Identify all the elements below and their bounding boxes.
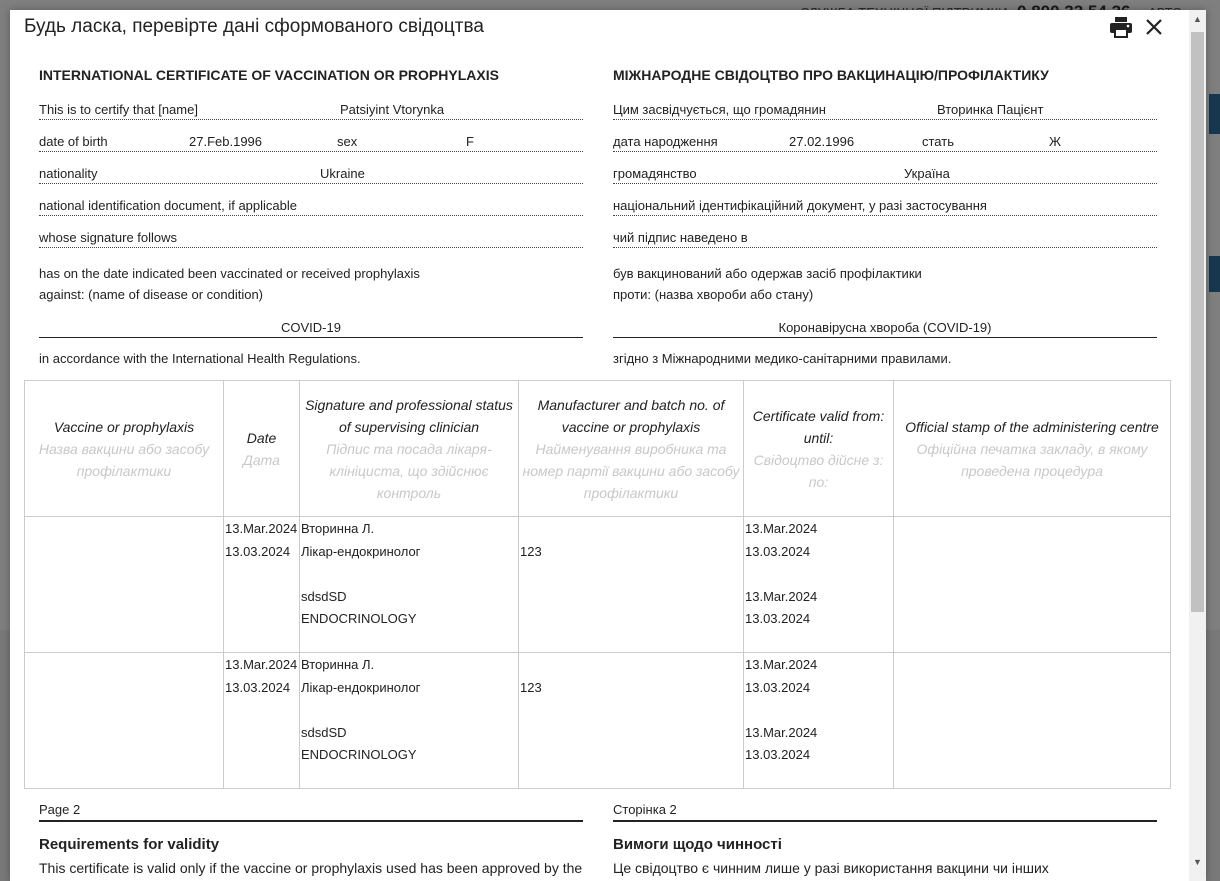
table-row: [25, 517, 1171, 653]
modal-header: [10, 10, 1206, 46]
date-en: 13.Mar.2024: [225, 521, 298, 536]
header-manufacturer-en: Manufacturer and batch no. of vaccine or prophylaxis: [537, 396, 725, 435]
header-validity-until-en: until:: [803, 429, 834, 446]
page-line-uk: [613, 794, 1157, 822]
modal-scrollbar[interactable]: [1189, 10, 1206, 881]
header-clinician-en: Signature and professional status of supervising clinician: [305, 396, 513, 435]
sex-value-uk: Ж: [1049, 134, 1062, 149]
nationality-line-uk: [613, 158, 1157, 184]
cell-stamp: [894, 653, 1171, 789]
vaccinated-text-en-2: against: (name of disease or condition): [39, 287, 264, 302]
scroll-thumb[interactable]: [1191, 32, 1204, 612]
valid-from-en: 13.Mar.2024: [745, 657, 818, 672]
id-doc-line-uk: [613, 190, 1157, 216]
header-clinician: [300, 381, 519, 517]
vaccinated-text-en-1: has on the date indicated been vaccinated or received prophylaxis: [39, 266, 420, 281]
clinician-position-en: ENDOCRINOLOGY: [301, 747, 417, 762]
header-validity-from-en: Certificate valid from:: [752, 407, 885, 424]
scroll-up-arrow-icon[interactable]: ▲: [1193, 14, 1202, 24]
cell-clinician: [300, 653, 519, 789]
date-uk: 13.03.2024: [225, 679, 291, 695]
batch-number: 123: [520, 679, 542, 695]
cell-vaccine: [25, 517, 224, 653]
clinician-name-en: sdsdSD: [301, 588, 347, 604]
dob-line-uk: [613, 126, 1157, 152]
sex-label-en: sex: [337, 134, 360, 149]
table-row: [25, 653, 1171, 789]
cell-validity: [744, 517, 894, 653]
id-doc-label-en: national identification document, if applicable: [39, 198, 300, 213]
name-value-uk: Вторинка Пацієнт: [937, 102, 1044, 117]
printer-icon: [1108, 15, 1134, 39]
requirements-text-uk: Це свідоцтво є чинним лише у разі використання вакцини чи інших: [613, 860, 1049, 876]
header-stamp-uk: Офіційна печатка закладу, в якому проведена процедура: [916, 440, 1148, 479]
clinician-name: Вторинна Л.: [301, 521, 375, 536]
disease-line-en: [39, 312, 583, 338]
header-date-uk: Дата: [243, 451, 280, 468]
regulations-text-en: in accordance with the International Health Regulations.: [39, 351, 361, 366]
date-uk: 13.03.2024: [225, 543, 291, 559]
nationality-label-uk: громадянство: [613, 166, 700, 181]
valid-until-en: 13.Mar.2024: [745, 588, 818, 604]
cell-date: [224, 517, 300, 653]
signature-line-uk: [613, 222, 1157, 248]
modal-content[interactable]: [10, 46, 1189, 881]
batch-number: 123: [520, 543, 542, 559]
date-en: 13.Mar.2024: [225, 657, 298, 672]
valid-from-uk: 13.03.2024: [745, 679, 811, 695]
clinician-position: Лікар-ендокринолог: [301, 679, 421, 695]
requirements-title-uk: Вимоги щодо чинності: [613, 836, 782, 853]
dob-label-en: date of birth: [39, 134, 111, 149]
valid-from-uk: 13.03.2024: [745, 543, 811, 559]
signature-line-en: [39, 222, 583, 248]
header-vaccine-en: Vaccine or prophylaxis: [53, 418, 195, 435]
dob-value-uk: 27.02.1996: [789, 134, 855, 149]
vaccinated-text-uk-1: був вакцинований або одержав засіб профілактики: [613, 266, 922, 281]
print-button[interactable]: [1108, 15, 1134, 39]
vaccination-table: [24, 380, 1171, 789]
valid-until-uk: 13.03.2024: [745, 611, 811, 626]
certificate-preview-modal: [10, 10, 1206, 881]
cell-batch: [519, 653, 744, 789]
cell-validity: [744, 653, 894, 789]
cell-vaccine: [25, 653, 224, 789]
header-validity-until-uk: по:: [808, 473, 829, 490]
clinician-position: Лікар-ендокринолог: [301, 543, 421, 559]
dob-line-en: [39, 126, 583, 152]
header-vaccine: [25, 381, 224, 517]
header-manufacturer: [519, 381, 744, 517]
disease-value-uk: Коронавірусна хвороба (COVID-19): [778, 320, 992, 335]
signature-label-uk: чий підпис наведено в: [613, 230, 751, 245]
nationality-value-uk: Україна: [904, 166, 950, 181]
cell-batch: [519, 517, 744, 653]
page-label-uk: Сторінка 2: [613, 802, 677, 817]
valid-until-uk: 13.03.2024: [745, 747, 811, 762]
header-date-en: Date: [246, 429, 277, 446]
name-label-uk: Цим засвідчується, що громадянин: [613, 102, 829, 117]
nationality-value-en: Ukraine: [320, 166, 365, 181]
name-label-en: This is to certify that [name]: [39, 102, 201, 117]
regulations-text-uk: згідно з Міжнародними медико-санітарними правилами.: [613, 351, 952, 366]
valid-until-en: 13.Mar.2024: [745, 724, 818, 740]
cell-date: [224, 653, 300, 789]
clinician-name: Вторинна Л.: [301, 657, 375, 672]
dob-label-uk: дата народження: [613, 134, 721, 149]
header-date: [224, 381, 300, 517]
nationality-label-en: nationality: [39, 166, 101, 181]
scroll-down-arrow-icon[interactable]: ▼: [1193, 857, 1202, 867]
id-doc-line-en: [39, 190, 583, 216]
header-clinician-uk: Підпис та посада лікаря-клініциста, що здійснює контроль: [326, 440, 492, 501]
cell-stamp: [894, 517, 1171, 653]
dob-value-en: 27.Feb.1996: [189, 134, 263, 149]
nationality-line-en: [39, 158, 583, 184]
header-validity: [744, 381, 894, 517]
header-stamp: [894, 381, 1171, 517]
header-vaccine-uk: Назва вакцини або засобу профілактики: [38, 440, 210, 479]
clinician-position-en: ENDOCRINOLOGY: [301, 611, 417, 626]
sex-value-en: F: [466, 134, 474, 149]
id-doc-label-uk: національний ідентифікаційний документ, у разі застосування: [613, 198, 990, 213]
table-header-row: [25, 381, 1171, 517]
heading-en: INTERNATIONAL CERTIFICATE OF VACCINATION OR PROPHYLAXIS: [39, 67, 499, 83]
close-button[interactable]: [1142, 15, 1166, 39]
name-line-en: [39, 94, 583, 120]
page-label-en: Page 2: [39, 802, 81, 817]
name-line-uk: [613, 94, 1157, 120]
header-stamp-en: Official stamp of the administering centre: [905, 418, 1159, 435]
close-icon: [1142, 15, 1166, 39]
disease-value-en: COVID-19: [281, 320, 341, 335]
header-manufacturer-uk: Найменування виробника та номер партії вакцини або засобу профілактики: [522, 440, 740, 501]
heading-uk: МІЖНАРОДНЕ СВІДОЦТВО ПРО ВАКЦИНАЦІЮ/ПРОФІЛАКТИКУ: [613, 67, 1049, 83]
header-validity-from-uk: Свідоцтво дійсне з:: [753, 451, 884, 468]
valid-from-en: 13.Mar.2024: [745, 521, 818, 536]
cell-clinician: [300, 517, 519, 653]
name-value-en: Patsiyint Vtorynka: [340, 102, 445, 117]
disease-line-uk: [613, 312, 1157, 338]
clinician-name-en: sdsdSD: [301, 724, 347, 740]
sex-label-uk: стать: [922, 134, 957, 149]
signature-label-en: whose signature follows: [39, 230, 180, 245]
requirements-text-en: This certificate is valid only if the vaccine or prophylaxis used has been approved by the: [39, 860, 583, 876]
modal-title: Будь ласка, перевірте дані сформованого свідоцтва: [24, 16, 484, 37]
requirements-title-en: Requirements for validity: [39, 836, 220, 853]
page-line-en: [39, 794, 583, 822]
vaccinated-text-uk-2: проти: (назва хвороби або стану): [613, 287, 814, 302]
